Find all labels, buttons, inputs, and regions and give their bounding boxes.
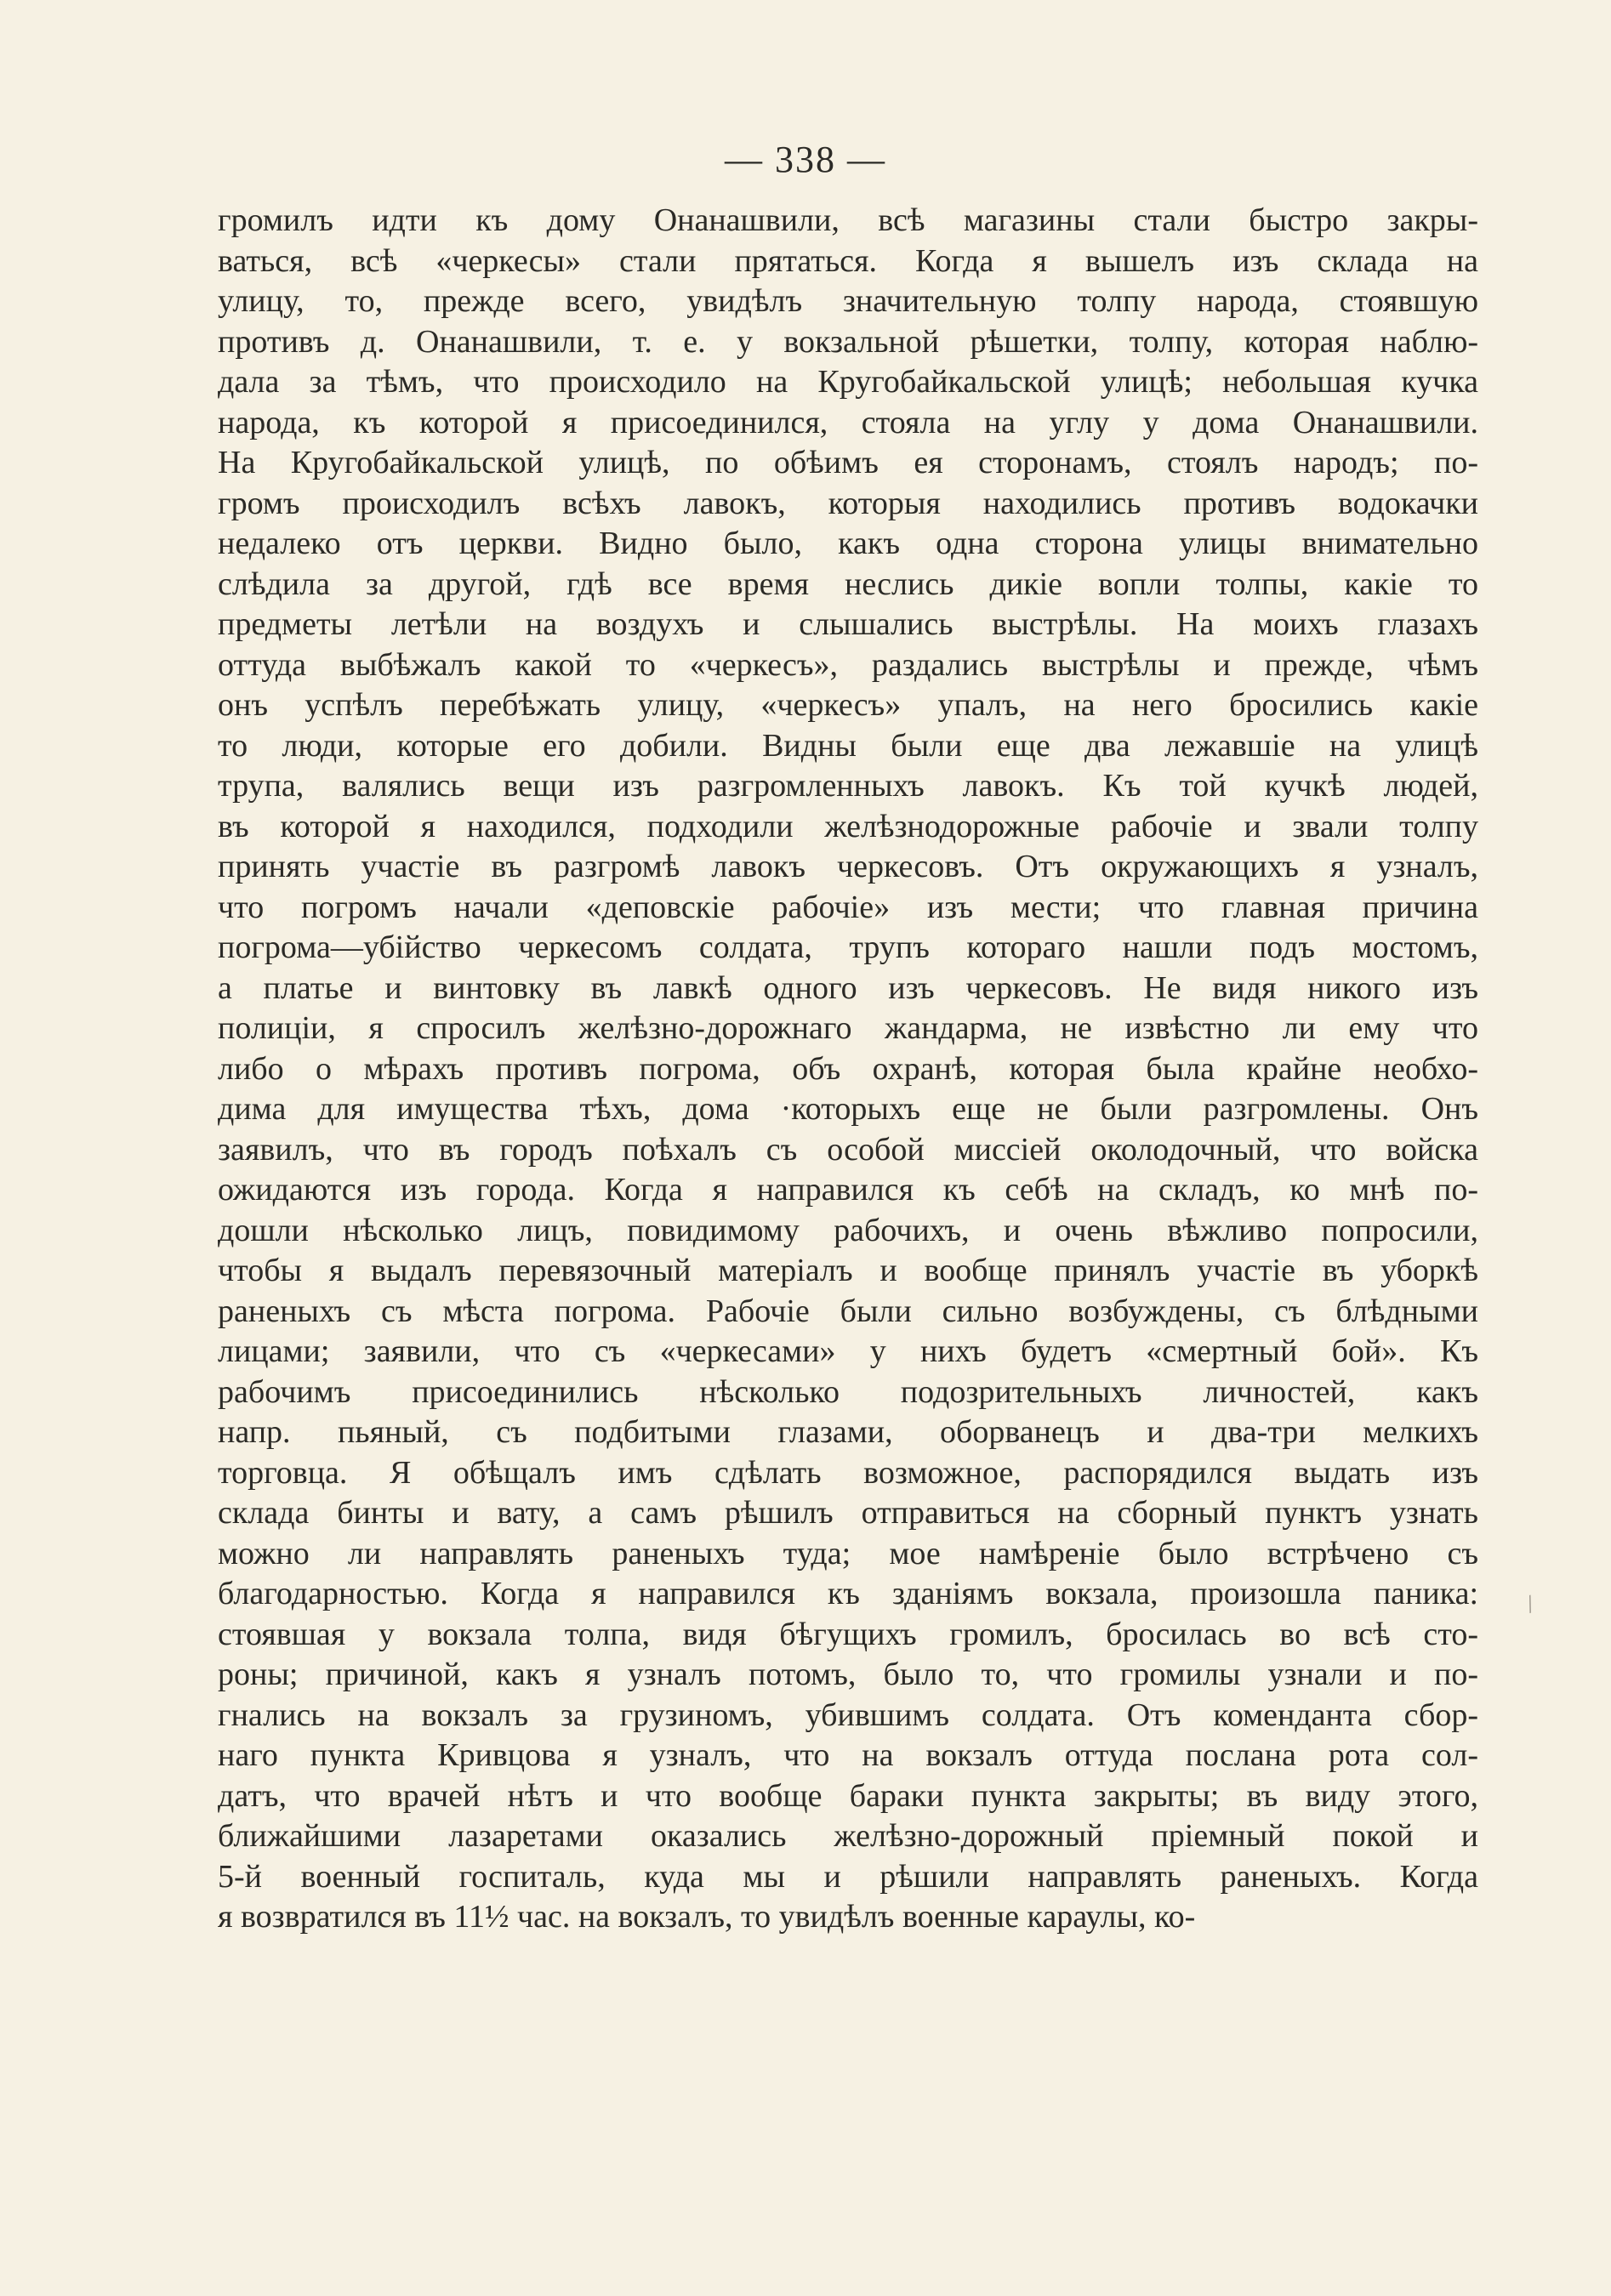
text-line: заявилъ, что въ городъ поѣхалъ съ особой миссіей околодочный, что войска (218, 1131, 1478, 1168)
page-number: — 338 — (725, 139, 886, 180)
text-line-last: я возвратился въ 11½ час. на вокзалъ, то увидѣлъ военные караулы, ко- (218, 1899, 1196, 1935)
text-line: что погромъ начали «деповскіе рабочіе» изъ мести; что главная причина (218, 889, 1478, 925)
text-line: онъ успѣлъ перебѣжать улицу, «черкесъ» упалъ, на него бросились какіе (218, 687, 1478, 723)
text-line: погрома—убійство черкесомъ солдата, трупъ котораго нашли подъ мостомъ, (218, 929, 1478, 965)
text-line: раненыхъ съ мѣста погрома. Рабочіе были сильно возбуждены, съ блѣдными (218, 1293, 1478, 1329)
text-line: слѣдила за другой, гдѣ все время неслись дикіе вопли толпы, какіе то (218, 565, 1478, 602)
text-line: то люди, которые его добили. Видны были еще два лежавшіе на улицѣ (218, 727, 1478, 764)
text-line: улицу, то, прежде всего, увидѣлъ значительную толпу народа, стоявшую (218, 283, 1478, 319)
text-line: стоявшая у вокзала толпа, видя бѣгущихъ громилъ, бросилась во всѣ сто- (218, 1616, 1478, 1652)
text-line: полиціи, я спросилъ желѣзно-дорожнаго жандарма, не извѣстно ли ему что (218, 1010, 1478, 1046)
text-line: гнались на вокзалъ за грузиномъ, убившимъ солдата. Отъ коменданта сбор- (218, 1696, 1478, 1733)
text-line: принять участіе въ разгромѣ лавокъ черкесовъ. Отъ окружающихъ я узналъ, (218, 849, 1478, 884)
text-line: либо о мѣрахъ противъ погрома, объ охранѣ, которая была крайне необхо- (218, 1050, 1478, 1087)
text-line: ваться, всѣ «черкесы» стали прятаться. Когда я вышелъ изъ склада на (218, 242, 1478, 279)
text-line: трупа, валялись вещи изъ разгромленныхъ лавокъ. Къ той кучкѣ людей, (218, 768, 1478, 804)
text-line: оттуда выбѣжалъ какой то «черкесъ», раздались выстрѣлы и прежде, чѣмъ (218, 646, 1478, 683)
text-line: громилъ идти къ дому Онанашвили, всѣ магазины стали быстро закры- (218, 202, 1478, 238)
text-line: въ которой я находился, подходили желѣзнодорожные рабочіе и звали толпу (218, 808, 1478, 844)
text-line: недалеко отъ церкви. Видно было, какъ одна сторона улицы внимательно (218, 526, 1478, 561)
text-line: лицами; заявили, что съ «черкесами» у нихъ будетъ «смертный бой». Къ (218, 1333, 1478, 1369)
text-line: благодарностью. Когда я направился къ зданіямъ вокзала, произошла паника: (218, 1576, 1478, 1611)
text-line: ожидаются изъ города. Когда я направился къ себѣ на складъ, ко мнѣ по- (218, 1172, 1478, 1208)
body-text (218, 201, 1478, 1938)
text-line: громъ происходилъ всѣхъ лавокъ, которыя находились противъ водокачки (218, 485, 1478, 521)
text-line: народа, къ которой я присоединился, стояла на углу у дома Онанашвили. (218, 404, 1478, 440)
text-line: датъ, что врачей нѣтъ и что вообще бараки пункта закрыты; въ виду этого, (218, 1777, 1478, 1814)
text-line: дала за тѣмъ, что происходило на Кругобайкальской улицѣ; небольшая кучка (218, 364, 1478, 400)
text-line: роны; причиной, какъ я узналъ потомъ, было то, что громилы узнали и по- (218, 1657, 1478, 1692)
text-line: предметы летѣли на воздухъ и слышались выстрѣлы. На моихъ глазахъ (218, 606, 1478, 642)
text-line: противъ д. Онанашвили, т. е. у вокзальной рѣшетки, толпу, которая наблю- (218, 323, 1478, 360)
text-line: а платье и винтовку въ лавкѣ одного изъ черкесовъ. Не видя никого изъ (218, 969, 1478, 1006)
text-line: напр. пьяный, съ подбитыми глазами, оборванецъ и два-три мелкихъ (218, 1414, 1478, 1450)
text-line: дошли нѣсколько лицъ, повидимому рабочихъ, и очень вѣжливо попросили, (218, 1212, 1478, 1248)
text-line: наго пункта Кривцова я узналъ, что на вокзалъ оттуда послана рота сол- (218, 1737, 1478, 1773)
text-line: 5-й военный госпиталь, куда мы и рѣшили направлять раненыхъ. Когда (218, 1858, 1478, 1895)
text-line: чтобы я выдалъ перевязочный матеріалъ и вообще принялъ участіе въ уборкѣ (218, 1253, 1478, 1288)
text-line: рабочимъ присоединились нѣсколько подозрительныхъ личностей, какъ (218, 1373, 1478, 1410)
text-line: торговца. Я обѣщалъ имъ сдѣлать возможное, распорядился выдать изъ (218, 1454, 1478, 1491)
margin-mark: / (1522, 1589, 1539, 1619)
text-line: На Кругобайкальской улицѣ, по обѣимъ ея сторонамъ, стоялъ народъ; по- (218, 445, 1478, 480)
text-line: можно ли направлять раненыхъ туда; мое намѣреніе было встрѣчено съ (218, 1535, 1478, 1571)
text-line: ближайшими лазаретами оказались желѣзно-дорожный пріемный покой и (218, 1818, 1478, 1854)
text-line: дима для имущества тѣхъ, дома ·которыхъ еще не были разгромлены. Онъ (218, 1091, 1478, 1127)
text-line: склада бинты и вату, а самъ рѣшилъ отправиться на сборный пунктъ узнать (218, 1495, 1478, 1531)
